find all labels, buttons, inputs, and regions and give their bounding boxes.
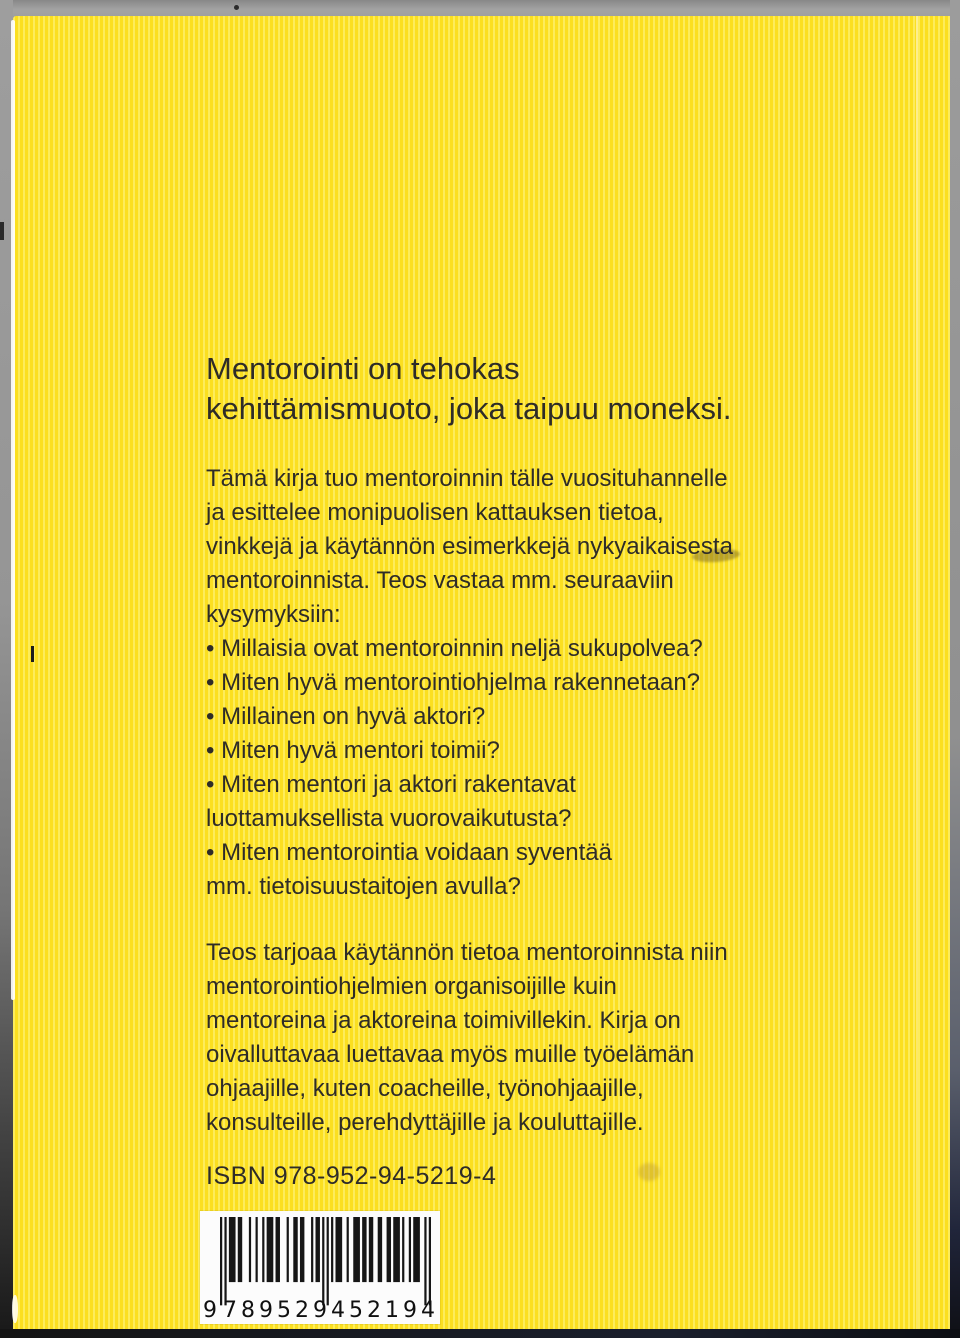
- text-line: ja esittelee monipuolisen kattauksen tietoa,: [206, 499, 664, 526]
- text-line: oivalluttavaa luettavaa myös muille työelämän: [206, 1041, 695, 1068]
- question-line: • Miten hyvä mentorointiohjelma rakennetaan?: [206, 669, 701, 696]
- text-line: mentoreina ja aktoreina toimivillekin. Kirja on: [206, 1007, 681, 1034]
- barcode-digits: [203, 1297, 439, 1323]
- text-line: konsulteille, perehdyttäjille ja kouluttajille.: [206, 1109, 644, 1136]
- question-line: luottamuksellista vuorovaikutusta?: [206, 805, 572, 832]
- intro-paragraph: [206, 462, 846, 632]
- scanner-background-bottom: [0, 1329, 960, 1338]
- question-list: [206, 632, 846, 904]
- outro-paragraph: [206, 936, 846, 1140]
- text-line: ohjaajille, kuten coacheille, työnohjaajille,: [206, 1075, 644, 1102]
- scanner-background-top: [0, 0, 960, 16]
- question-line: • Miten hyvä mentori toimii?: [206, 737, 500, 764]
- cover-crease-line: [916, 16, 918, 1330]
- question-line: • Miten mentori ja aktori rakentavat: [206, 771, 576, 798]
- edge-mark: [0, 222, 4, 240]
- text-line: kysymyksiin:: [206, 601, 341, 628]
- barcode: [200, 1211, 440, 1324]
- tagline-line: Mentorointi on tehokas: [206, 351, 520, 386]
- barcode-digit-group1: 789529: [223, 1298, 331, 1323]
- text-line: vinkkejä ja käytännön esimerkkejä nykyaikaisesta: [206, 533, 733, 560]
- dust-speck: [234, 5, 239, 10]
- edge-mark: [31, 646, 34, 662]
- text-line: mentoroinnista. Teos vastaa mm. seuraaviin: [206, 567, 674, 594]
- tagline-line: kehittämismuoto, joka taipuu moneksi.: [206, 391, 732, 426]
- barcode-digit-group2: 452194: [330, 1298, 439, 1323]
- cover-corner-wear: [12, 1295, 18, 1323]
- text-line: mentorointiohjelmien organisoijille kuin: [206, 973, 617, 1000]
- question-line: mm. tietoisuustaitojen avulla?: [206, 873, 521, 900]
- text-line: Tämä kirja tuo mentoroinnin tälle vuosituhannelle: [206, 465, 728, 492]
- book-tagline: [206, 349, 846, 429]
- barcode-digit-prefix: 9: [203, 1298, 217, 1323]
- page-edge-sliver: [11, 20, 15, 1000]
- question-line: • Millainen on hyvä aktori?: [206, 703, 486, 730]
- scanner-background-right: [950, 0, 960, 1338]
- isbn-text: ISBN 978-952-94-5219-4: [206, 1162, 497, 1190]
- question-line: • Miten mentorointia voidaan syventää: [206, 839, 612, 866]
- text-line: Teos tarjoaa käytännön tietoa mentoroinnista niin: [206, 939, 728, 966]
- question-line: • Millaisia ovat mentoroinnin neljä sukupolvea?: [206, 635, 703, 662]
- back-cover-text: [206, 462, 846, 1193]
